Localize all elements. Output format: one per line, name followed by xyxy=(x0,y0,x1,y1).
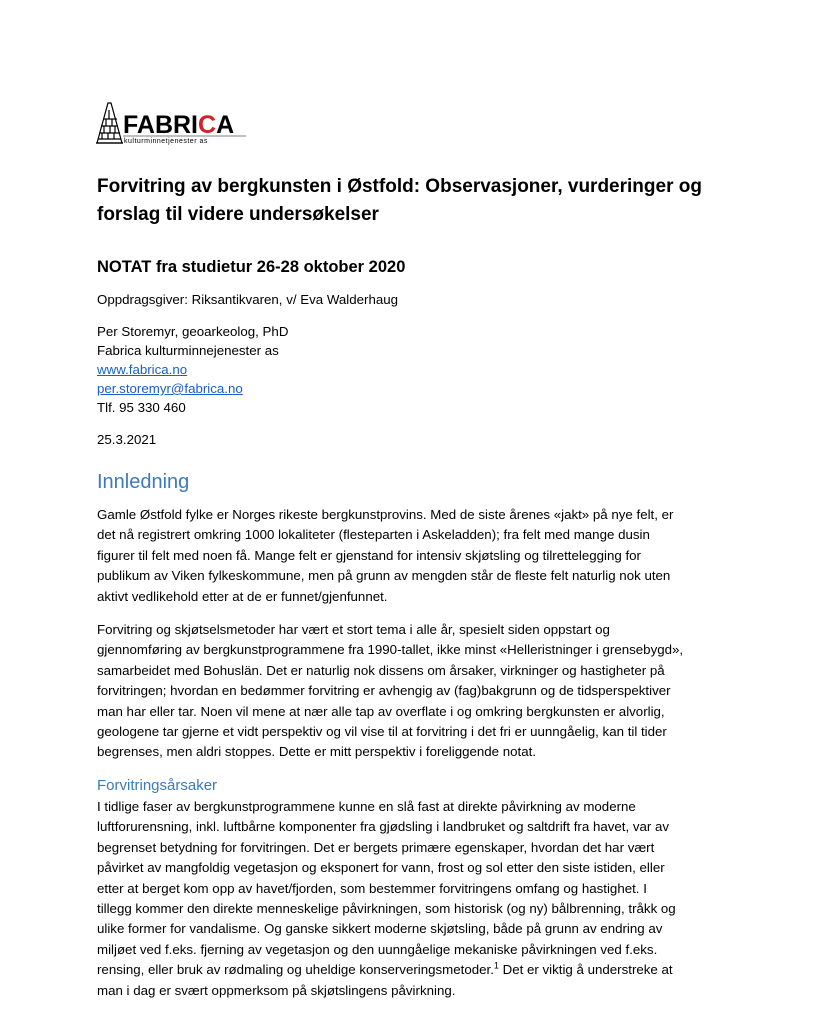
paragraph-line: man i dag er svært oppmerksom på skjøtslingens påvirkning. xyxy=(97,982,456,998)
svg-text:FABRICA xyxy=(123,111,234,139)
paragraph-line: man har eller tar. Noen vil mene at nær alle tap av overflate i og omkring bergkunsten er alvorlig, xyxy=(97,703,665,719)
paragraph-line: begrenses, men aldri stoppes. Dette er mitt perspektiv i foreliggende notat. xyxy=(97,744,537,760)
document-title xyxy=(97,173,757,229)
paragraph-line: geologene tar gjerne et vidt perspektiv og vil vise til at forvitring i det fri er uunngåelig, kan til tider xyxy=(97,724,667,740)
paragraph-line: publikum av Viken fylkeskommune, men på grunn av mengden står de fleste felt naturlig nok uten xyxy=(97,568,671,584)
title-line-1: Forvitring av bergkunsten i Østfold: Observasjoner, vurderinger og xyxy=(97,176,702,197)
email-link[interactable]: per.storemyr@fabrica.no xyxy=(97,381,243,396)
paragraph-line: Gamle Østfold fylke er Norges rikeste bergkunstprovins. Med de siste årenes «jakt» på nye felt, er xyxy=(97,507,674,522)
logo-tagline: kulturminnetjenester as xyxy=(124,138,208,145)
paragraph-line: I tidlige faser av bergkunstprogrammene kunne en slå fast at direkte påvirkning av moderne xyxy=(97,799,636,814)
phone-number: Tlf. 95 330 460 xyxy=(97,400,186,415)
brick-house-icon xyxy=(96,103,123,143)
paragraph-line: etter at berget kom opp av havet/fjorden, som bestemmer forvitringens omfang og hastighet. I xyxy=(97,880,647,896)
paragraph-line: tillegg kommer den direkte menneskelige påvirkningen, som historisk (og ny) bålbrenning, tråkk og xyxy=(97,901,676,917)
section-heading: Innledning xyxy=(97,471,190,493)
paragraph-line-tail: Det er viktig å understreke at xyxy=(498,962,673,978)
paragraph-line: det nå registrert omkring 1000 lokaliteter (flesteparten i Askeladden); fra felt med mange dusin xyxy=(97,527,650,543)
paragraph-line: påvirket av mangfoldig vegetasjon og eksponert for vann, frost og sol etter den siste istiden, eller xyxy=(97,860,665,876)
author-name: Per Storemyr, geoarkeolog, PhD xyxy=(97,324,289,339)
paragraph-line: aktivt vedlikehold etter at de er funnet/gjenfunnet. xyxy=(97,588,388,604)
author-company: Fabrica kulturminnejenester as xyxy=(97,343,279,358)
paragraph-line: figurer til felt med noen få. Mange felt er gjenstand for intensiv skjøtsling og tilrettelegging for xyxy=(97,547,641,563)
paragraph-line: gjennomføring av bergkunstprogrammene fra 1990-tallet, ikke minst «Helleristninger i grensebygd», xyxy=(97,642,684,658)
subsection-heading: Forvitringsårsaker xyxy=(97,777,218,794)
logo-brand-suffix: A xyxy=(216,111,235,139)
logo-brand-prefix: FABRI xyxy=(123,111,198,139)
document-subtitle: NOTAT fra studietur 26-28 oktober 2020 xyxy=(97,258,406,276)
paragraph-3 xyxy=(97,797,737,1001)
paragraph-2 xyxy=(97,620,737,763)
document-date: 25.3.2021 xyxy=(97,432,157,447)
website-link[interactable]: www.fabrica.no xyxy=(97,362,188,377)
paragraph-line: Forvitring og skjøtselsmetoder har vært et stort tema i alle år, spesielt siden oppstart og xyxy=(97,622,610,637)
paragraph-line: luftforurensning, inkl. luftbårne komponenter fra gjødsling i landbruket og saltdrift fra havet, var av xyxy=(97,819,670,835)
footnote-marker[interactable]: 1 xyxy=(493,960,499,971)
paragraph-line: forvitringen; hvordan en bedømmer forvitring er avhengig av (fag)bakgrunn og de tidsperspektiver xyxy=(97,683,671,699)
paragraph-line: miljøet ved f.eks. fjerning av vegetasjon og den uunngåelige mekaniske påvirkningen ved f.eks. xyxy=(97,941,658,957)
title-line-2: forslag til videre undersøkelser xyxy=(97,204,379,225)
paragraph-line-with-footnote xyxy=(97,960,737,980)
client-line: Oppdragsgiver: Riksantikvaren, v/ Eva Walderhaug xyxy=(97,292,399,307)
paragraph-line-text: rensing, eller bruk av rødmaling og uheldige konserveringsmetoder. xyxy=(97,962,494,978)
fabrica-logo xyxy=(96,96,256,146)
logo-brand-accent: C xyxy=(198,111,217,139)
paragraph-line: begrenset betydning for forvitringen. Det er bergets primære egenskaper, hvordan det har vært xyxy=(97,839,655,855)
paragraph-1 xyxy=(97,505,737,607)
paragraph-line: ulike former for vandalisme. Og ganske sikkert moderne skjøtsling, både på grunn av endring av xyxy=(97,921,663,937)
paragraph-line: samarbeidet med Bohuslän. Det er naturlig nok dissens om årsaker, virkninger og hastigheter på xyxy=(97,662,665,678)
